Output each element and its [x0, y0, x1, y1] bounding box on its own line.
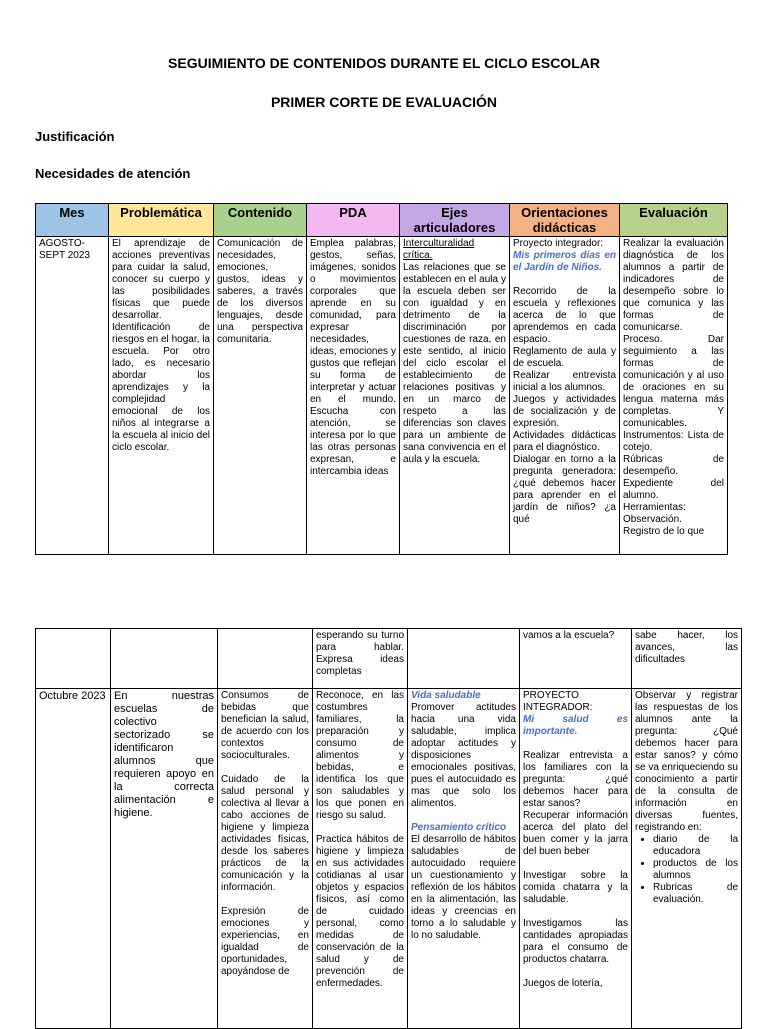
- cell-ejes: [408, 689, 520, 1029]
- orient-proyecto: Mi salud es importante.: [523, 714, 628, 737]
- ejes-title: Pensamiento crítico: [411, 822, 507, 833]
- content-table-page2: [35, 628, 742, 1029]
- cell-mes-empty: [36, 629, 111, 689]
- orient-item: Realizar entrevista inicial a los alumnos.: [513, 370, 616, 393]
- ejes-title: Vida saludable: [411, 690, 481, 701]
- cell-ejes-empty: [408, 629, 520, 689]
- cell-contenido: [218, 689, 313, 1029]
- page-title: SEGUIMIENTO DE CONTENIDOS DURANTE EL CICLO ESCOLAR: [168, 55, 600, 71]
- orient-label: PROYECTO INTEGRADOR:: [523, 690, 593, 713]
- header-pda: PDA: [307, 204, 400, 237]
- contenido-item: Cuidado de la salud personal y colectiva al llevar a cabo acciones de higiene y limpieza actividades físicas, desde los saberes prácticos de la comunicación y la información.: [221, 774, 309, 893]
- pda-item: Practica hábitos de higiene y limpieza en sus actividades cotidianas al usar objetos y espacios físicos, así como de cuidado personal, como medidas de conservación de la salud y de prevención de enfermedades.: [316, 834, 404, 989]
- cell-problematica-empty: [111, 629, 218, 689]
- cell-contenido: Comunicación de necesidades, emociones, gustos, ideas y saberes, a través de los diversos lenguajes, desde una perspectiva comunitaria.: [214, 237, 307, 555]
- cell-orientaciones: [510, 237, 620, 555]
- orient-item: Investigar sobre la comida chatarra y la saludable.: [523, 870, 628, 905]
- cell-problematica: El aprendizaje de acciones preventivas para cuidar la salud, conocer su cuerpo y las posibilidades físicas que puede desarrollar. Identificación de riesgos en el hogar, la escuela. Por otro lado, es necesario abordar los aprendizajes y la complejidad emocional de los niños al integrarse a la escuela al inicio del ciclo escolar.: [109, 237, 214, 555]
- orient-proyecto: Mis primeros días en el Jardín de Niños.: [513, 250, 616, 273]
- table-row: [36, 629, 742, 689]
- cell-pda-cont: esperando su turno para hablar. Expresa ideas completas: [313, 629, 408, 689]
- table-header-row: [36, 204, 728, 237]
- ejes-text: Las relaciones que se establecen en el aula y la escuela deben ser con igualdad y en detrimento de la discriminación por cuestiones de raza, en este sentido, al inicio del ciclo escolar el establecimiento de relaciones positivas y en un marco de respeto a las diferencias son claves para un ambiente de sana convivencia en el aula y la escuela.: [403, 262, 506, 465]
- cell-contenido-empty: [218, 629, 313, 689]
- header-ejes: Ejes articuladores: [400, 204, 510, 237]
- ejes-title: Interculturalidad crítica.: [403, 238, 475, 261]
- cell-mes: AGOSTO-SEPT 2023: [36, 237, 109, 555]
- eval-item: Rúbricas de desempeño.: [623, 454, 724, 477]
- eval-item: Observar y registrar las respuestas de los alumnos ante la pregunta: ¿Qué debemos hacer para estar sanos? y cómo se va enriqueciendo su conocimiento a partir de la consulta de información en diversas fuentes, registrando en:: [635, 690, 738, 833]
- page-subtitle: PRIMER CORTE DE EVALUACIÓN: [270, 94, 498, 110]
- pda-item: Reconoce, en las costumbres familiares, la preparación y consumo de alimentos y bebidas, e identifica los que son saludables y los que ponen en riesgo su salud.: [316, 690, 404, 821]
- cell-ejes: [400, 237, 510, 555]
- justificacion-heading: Justificación: [35, 129, 115, 144]
- eval-item: Expediente del alumno.: [623, 478, 724, 501]
- orient-item: Reglamento de aula y de escuela.: [513, 346, 616, 369]
- eval-item: Proceso. Dar seguimiento a las formas de comunicación y al uso de oraciones en su lengua materna más completas. Y comunicables.: [623, 334, 724, 429]
- orient-item: Realizar entrevista a los familiares con la pregunta: ¿qué debemos hacer para estar sanos?: [523, 750, 628, 809]
- cell-eval-cont: sabe hacer, los avances, las dificultades: [632, 629, 742, 689]
- eval-item: Realizar la evaluación diagnóstica de los alumnos a partir de indicadores de desempeño sobre lo que comunica y las formas de comunicarse.: [623, 238, 724, 333]
- cell-pda: [313, 689, 408, 1029]
- eval-item: Instrumentos: Lista de cotejo.: [623, 430, 724, 453]
- cell-pda: Emplea palabras, gestos, señas, imágenes, sonidos o movimientos corporales que aprende en su comunidad, para expresar necesidades, ideas, emociones y gustos que reflejan su forma de interpretar y actuar en el mundo. Escucha con atención, se interesa por lo que las otras personas expresan, e intercambia ideas: [307, 237, 400, 555]
- content-table-page1: [35, 203, 728, 555]
- table-row: [36, 237, 728, 555]
- orient-item: Investigamos las cantidades apropiadas para el consumo de productos chatarra.: [523, 918, 628, 965]
- orient-item: Dialogar en torno a la pregunta generadora: ¿qué debemos hacer para aprender en el jardín de niños? ¿a qué: [513, 454, 616, 525]
- header-evaluacion: Evaluación: [620, 204, 728, 237]
- contenido-item: Expresión de emociones y experiencias, en igualdad de oportunidades, apoyándose de: [221, 906, 309, 977]
- header-mes: Mes: [36, 204, 109, 237]
- list-item: • diario de la educadora: [653, 834, 738, 858]
- eval-item: Registro de lo que: [623, 526, 705, 537]
- header-orientaciones: Orientaciones didácticas: [510, 204, 620, 237]
- list-item: • productos de los alumnos: [653, 858, 738, 882]
- cell-orientaciones: [520, 689, 632, 1029]
- ejes-text: El desarrollo de hábitos saludables de autocuidado requiere un cuestionamiento y reflexión de los hábitos en la alimentación, las ideas y creencias en torno a lo saludable y lo no saludable.: [411, 834, 516, 941]
- contenido-item: Consumos de bebidas que benefician la salud, de acuerdo con los contextos socioculturales.: [221, 690, 309, 761]
- header-contenido: Contenido: [214, 204, 307, 237]
- table-row: [36, 689, 742, 1029]
- header-problematica: Problemática: [109, 204, 214, 237]
- orient-item: Recorrido de la escuela y reflexiones acerca de lo que aprendemos en cada espacio.: [513, 286, 616, 345]
- eval-list: [635, 834, 738, 906]
- list-item: • Rubricas de evaluación.: [653, 882, 738, 906]
- orient-item: Actividades didácticas para el diagnóstico.: [513, 430, 616, 453]
- cell-evaluacion: [620, 237, 728, 555]
- orient-item: Juegos y actividades de socialización y de expresión.: [513, 394, 616, 429]
- cell-evaluacion: [632, 689, 742, 1029]
- orient-item: Recuperar información acerca del plato del buen comer y la jarra del buen beber: [523, 810, 628, 857]
- cell-mes: Octubre 2023: [36, 689, 111, 1029]
- orient-label: Proyecto integrador:: [513, 238, 604, 249]
- cell-problematica: En nuestras escuelas de colectivo sectorizado se identificaron alumnos que requieren apoyo en la correcta alimentación e higiene.: [111, 689, 218, 1029]
- eval-item: Herramientas: Observación.: [623, 502, 686, 525]
- ejes-text: Promover actitudes hacia una vida saludable, implica adoptar actitudes y disposiciones emocionales positivas, pues el autocuidado es mas que solo los alimentos.: [411, 702, 516, 809]
- cell-orient-cont: vamos a la escuela?: [520, 629, 632, 689]
- necesidades-heading: Necesidades de atención: [35, 166, 191, 181]
- orient-item: Juegos de lotería,: [523, 978, 603, 989]
